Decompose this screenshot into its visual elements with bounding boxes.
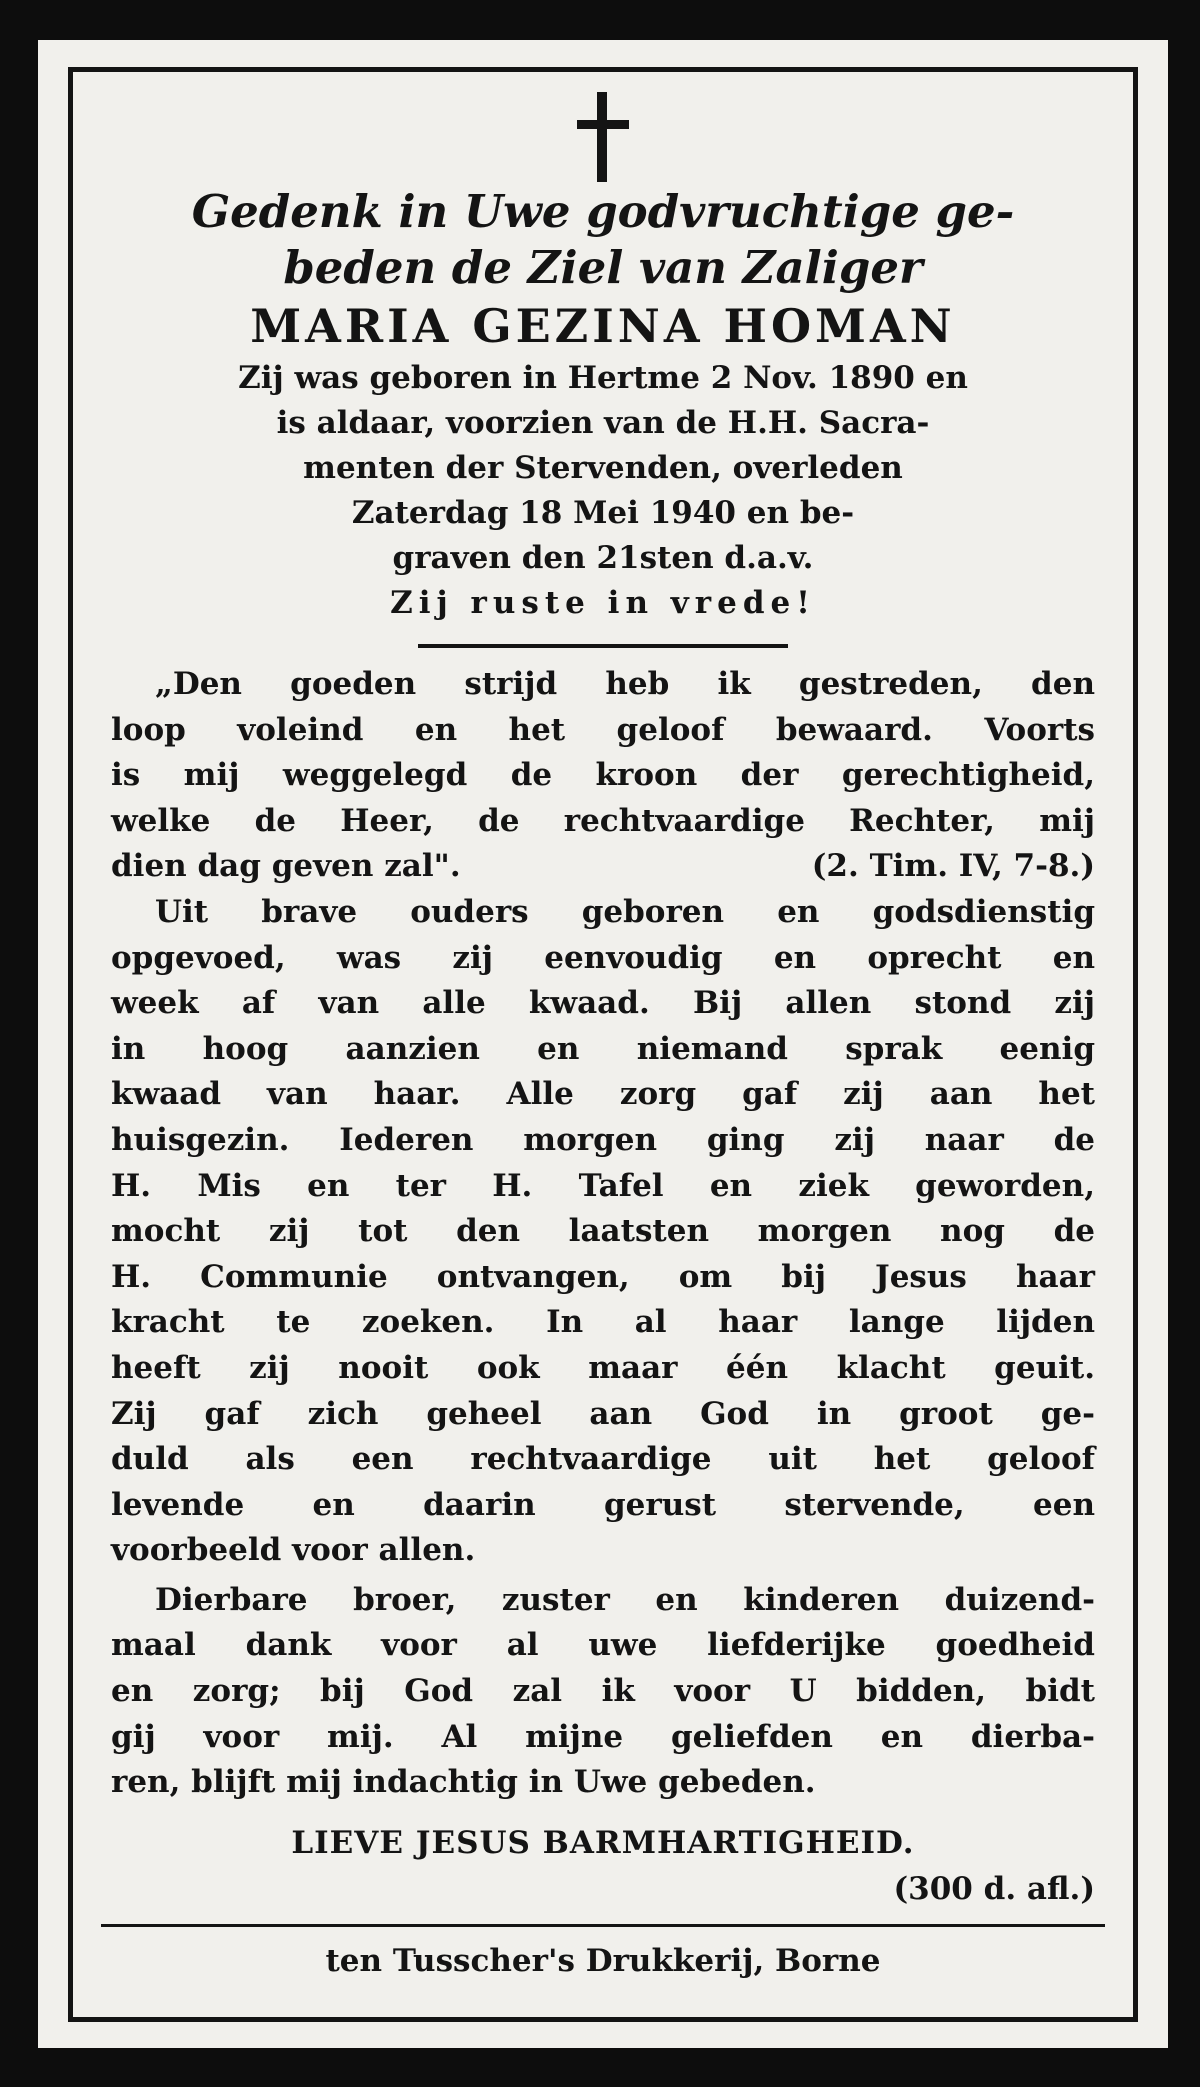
paragraph-line: gij voor mij. Al mijne geliefden en dierba- <box>111 1718 1095 1755</box>
paragraph-virtues <box>111 890 1095 1574</box>
life-details <box>111 356 1095 626</box>
paragraph-line: Uit brave ouders geboren en godsdienstig <box>155 893 1095 930</box>
paragraph-line: kwaad van haar. Alle zorg gaf zij aan het <box>111 1076 1095 1113</box>
paragraph-line: week af van alle kwaad. Bij allen stond zij <box>111 985 1095 1022</box>
quote-line: loop voleind en het geloof bewaard. Voorts <box>111 711 1095 748</box>
paragraph-line: ren, blijft mij indachtig in Uwe gebeden. <box>111 1764 816 1801</box>
detail-line: is aldaar, voorzien van de H.H. Sacra- <box>276 405 930 441</box>
ejaculatory-prayer: LIEVE JESUS BARMHARTIGHEID. <box>291 1824 915 1861</box>
paragraph-line: opgevoed, was zij eenvoudig en oprecht en <box>111 939 1095 976</box>
paragraph-line: in hoog aanzien en niemand sprak eenig <box>111 1030 1095 1067</box>
invocation-line: beden de Ziel van Zaliger <box>283 241 923 294</box>
bottom-divider <box>101 1924 1105 1927</box>
paragraph-line: maal dank voor al uwe liefderijke goedheid <box>111 1627 1095 1664</box>
detail-line: Zij was geboren in Hertme 2 Nov. 1890 en <box>238 360 968 396</box>
rest-in-peace: Zij ruste in vrede! <box>390 585 816 621</box>
quote-source: (2. Tim. IV, 7-8.) <box>811 848 1095 885</box>
detail-line: Zaterdag 18 Mei 1940 en be- <box>351 495 855 531</box>
paragraph-line: Zij gaf zich geheel aan God in groot ge- <box>111 1395 1095 1432</box>
paragraph-line: levende en daarin gerust stervende, een <box>111 1486 1095 1523</box>
paragraph-line: huisgezin. Iederen morgen ging zij naar de <box>111 1121 1095 1158</box>
invocation <box>111 184 1095 296</box>
paragraph-farewell <box>111 1578 1095 1806</box>
paragraph-line: H. Communie ontvangen, om bij Jesus haar <box>111 1258 1095 1295</box>
paragraph-line: kracht te zoeken. In al haar lange lijden <box>111 1304 1095 1341</box>
memorial-card <box>38 40 1168 2048</box>
indulgence-note: (300 d. afl.) <box>893 1870 1095 1907</box>
paragraph-line: voorbeeld voor allen. <box>111 1532 476 1569</box>
deceased-name: MARIA GEZINA HOMAN <box>250 299 956 353</box>
detail-line: graven den 21sten d.a.v. <box>392 540 814 576</box>
paragraph-line: H. Mis en ter H. Tafel en ziek geworden, <box>111 1167 1095 1204</box>
cross-icon <box>573 92 633 182</box>
paragraph-line: en zorg; bij God zal ik voor U bidden, bidt <box>111 1673 1095 1710</box>
quote-line: „Den goeden strijd heb ik gestreden, den <box>155 666 1095 702</box>
printer-credit: ten Tusscher's Drukkerij, Borne <box>325 1942 881 1979</box>
quote-end-line <box>111 844 1095 890</box>
quote-line: welke de Heer, de rechtvaardige Rechter, mij <box>111 802 1095 839</box>
detail-line: menten der Stervenden, overleden <box>303 450 903 486</box>
paragraph-line: mocht zij tot den laatsten morgen nog de <box>111 1213 1095 1250</box>
paragraph-line: Dierbare broer, zuster en kinderen duizend- <box>155 1581 1095 1618</box>
divider <box>418 644 788 648</box>
quote-line: is mij weggelegd de kroon der gerechtigheid, <box>111 757 1095 794</box>
card-border-frame <box>68 67 1138 2022</box>
paragraph-line: duld als een rechtvaardige uit het geloof <box>111 1441 1095 1478</box>
invocation-line: Gedenk in Uwe godvruchtige ge- <box>191 185 1015 238</box>
quote-line: dien dag geven zal". <box>111 848 461 885</box>
paragraph-line: heeft zij nooit ook maar één klacht geuit. <box>111 1349 1095 1386</box>
scripture-quote <box>111 662 1095 890</box>
